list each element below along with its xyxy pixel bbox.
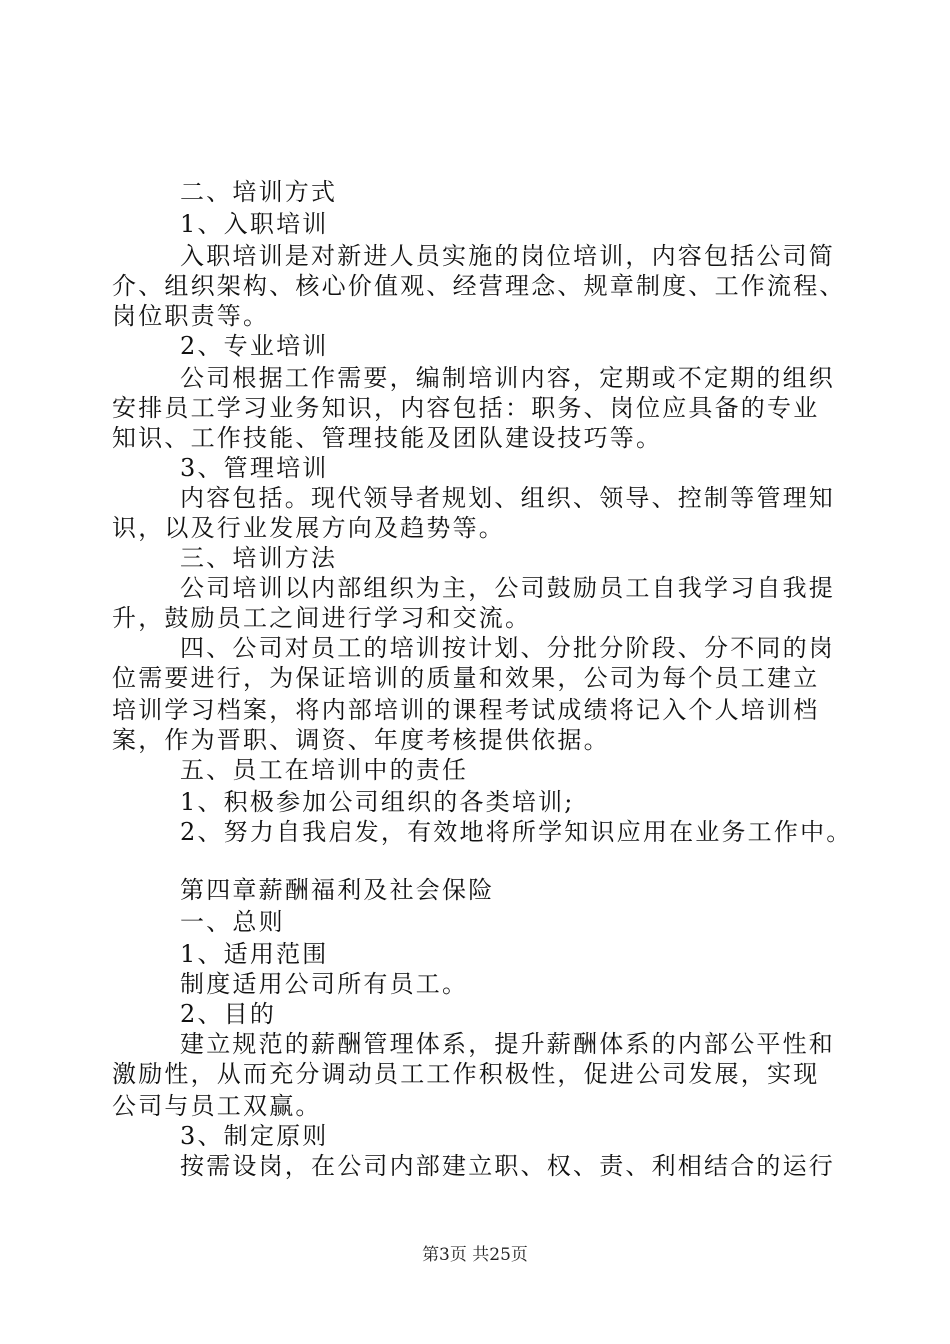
subsection-heading: 1、适用范围 xyxy=(180,940,329,968)
paragraph-line: 介、组织架构、核心价值观、经营理念、规章制度、工作流程、 xyxy=(112,272,846,300)
paragraph-line: 公司与员工双赢。 xyxy=(112,1092,322,1120)
paragraph-line: 培训学习档案，将内部培训的课程考试成绩将记入个人培训档 xyxy=(112,696,820,724)
section-heading: 五、员工在培训中的责任 xyxy=(180,756,469,784)
paragraph-line: 识，以及行业发展方向及趋势等。 xyxy=(112,514,505,542)
subsection-heading: 3、制定原则 xyxy=(180,1122,329,1150)
subsection-heading: 3、管理培训 xyxy=(180,454,329,482)
paragraph-line: 按需设岗，在公司内部建立职、权、责、利相结合的运行 xyxy=(180,1152,835,1180)
paragraph-line: 升，鼓励员工之间进行学习和交流。 xyxy=(112,604,532,632)
paragraph-line: 公司根据工作需要，编制培训内容，定期或不定期的组织 xyxy=(180,364,835,392)
paragraph-line: 四、公司对员工的培训按计划、分批分阶段、分不同的岗 xyxy=(180,634,835,662)
paragraph-line: 安排员工学习业务知识，内容包括：职务、岗位应具备的专业 xyxy=(112,394,820,422)
list-item: 2、努力自我启发，有效地将所学知识应用在业务工作中。 xyxy=(180,818,853,846)
subsection-heading: 2、目的 xyxy=(180,1000,277,1028)
subsection-heading: 1、入职培训 xyxy=(180,210,329,238)
page-number-footer: 第3页 共25页 xyxy=(422,1245,528,1265)
paragraph-line: 公司培训以内部组织为主，公司鼓励员工自我学习自我提 xyxy=(180,574,835,602)
section-heading: 二、培训方式 xyxy=(180,178,338,206)
section-heading: 一、总则 xyxy=(180,908,285,936)
paragraph-line: 建立规范的薪酬管理体系，提升薪酬体系的内部公平性和 xyxy=(180,1030,835,1058)
paragraph-line: 案，作为晋职、调资、年度考核提供依据。 xyxy=(112,726,610,754)
section-heading: 三、培训方法 xyxy=(180,544,338,572)
paragraph-line: 激励性，从而充分调动员工工作积极性，促进公司发展，实现 xyxy=(112,1060,820,1088)
subsection-heading: 2、专业培训 xyxy=(180,332,329,360)
paragraph-line: 知识、工作技能、管理技能及团队建设技巧等。 xyxy=(112,424,663,452)
list-item: 1、积极参加公司组织的各类培训; xyxy=(180,788,575,816)
paragraph-line: 岗位职责等。 xyxy=(112,302,270,330)
paragraph-line: 入职培训是对新进人员实施的岗位培训，内容包括公司简 xyxy=(180,242,835,270)
paragraph-line: 制度适用公司所有员工。 xyxy=(180,970,469,998)
chapter-heading: 第四章薪酬福利及社会保险 xyxy=(180,876,495,904)
paragraph-line: 内容包括。现代领导者规划、组织、领导、控制等管理知 xyxy=(180,484,835,512)
paragraph-line: 位需要进行，为保证培训的质量和效果，公司为每个员工建立 xyxy=(112,664,820,692)
